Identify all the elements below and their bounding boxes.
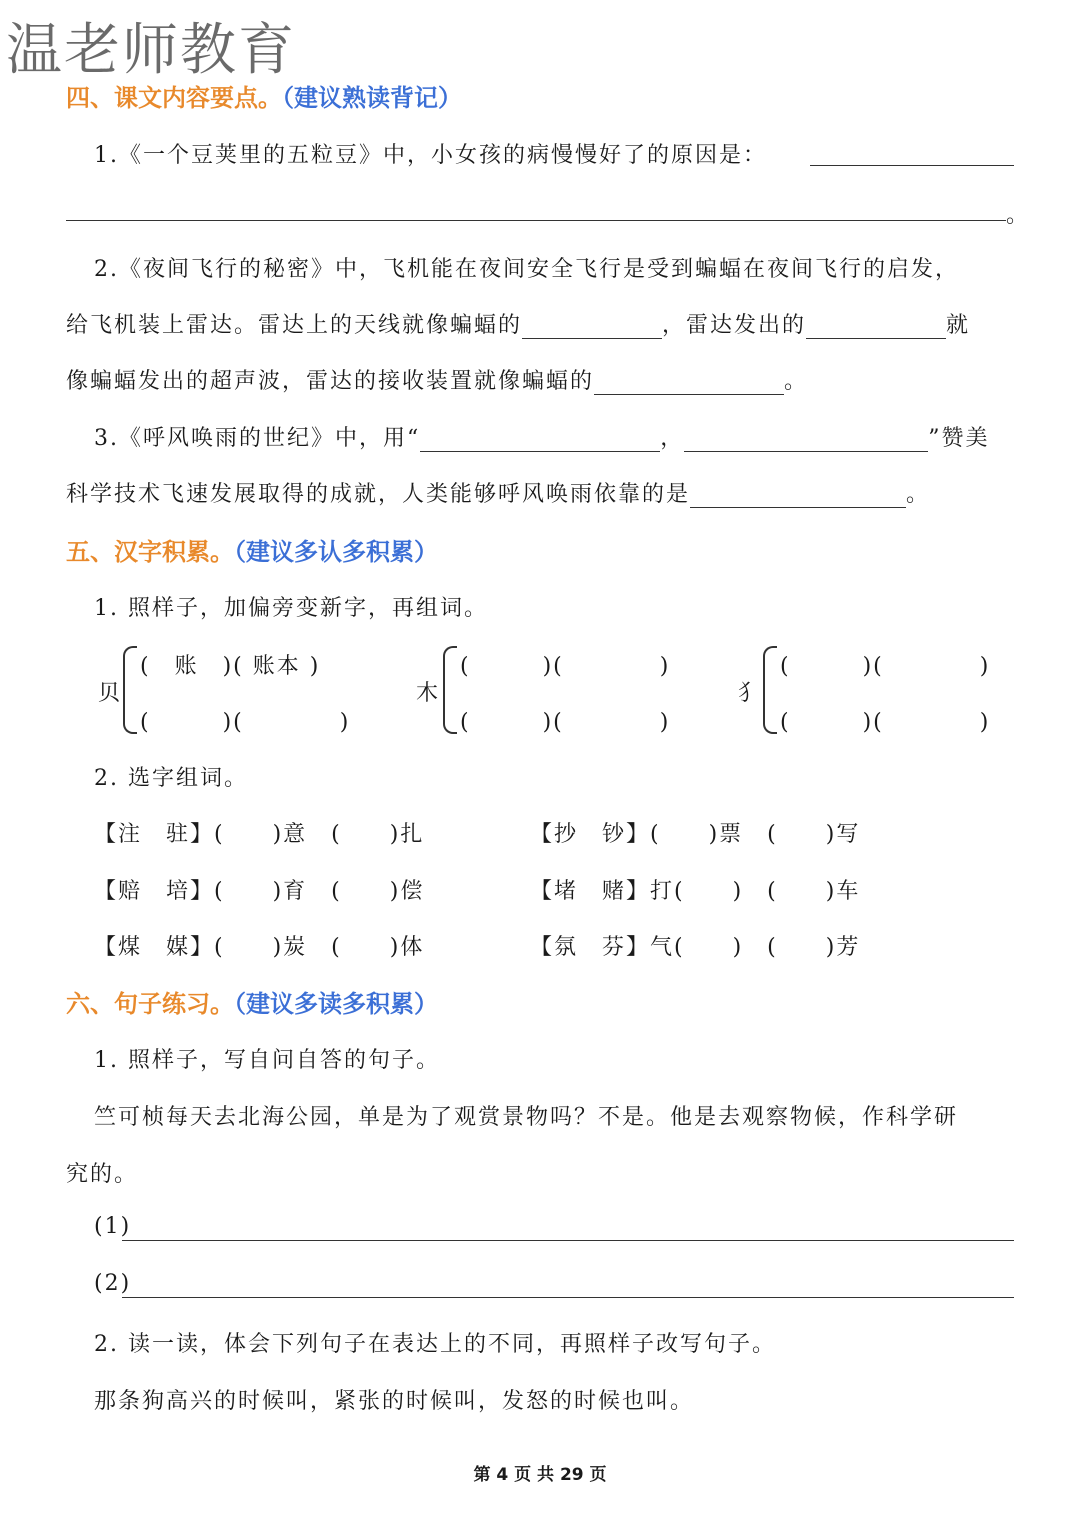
s5-q2: 2. 选字组词。 <box>94 766 248 791</box>
s4-q2-line2c: 就 <box>946 313 971 338</box>
s6-example2: 究的。 <box>66 1162 139 1187</box>
s6-answer2-label: (2) <box>94 1271 132 1296</box>
s4-q3-blank1[interactable] <box>420 427 660 452</box>
s4-q3-line2b: 。 <box>906 482 931 507</box>
group-root-quan: 犭 <box>738 681 763 706</box>
section4-heading <box>66 78 462 113</box>
s4-q3-line1 <box>94 421 990 452</box>
s4-q2-line2a: 给飞机装上雷达。雷达上的天线就像蝙蝠的 <box>66 313 523 338</box>
s4-q2-blank1[interactable] <box>522 314 662 339</box>
choice-row2-right: 【堵 赌】打( ) ( )车 <box>530 879 861 904</box>
section5-heading <box>66 532 438 567</box>
s6-answer1-line[interactable] <box>122 1240 1014 1241</box>
watermark: 温老师教育 <box>6 18 296 83</box>
s4-q2-line3b: 。 <box>784 369 809 394</box>
s4-q3-line2a: 科学技术飞速发展取得的成就，人类能够呼风唤雨依靠的是 <box>66 482 691 507</box>
s4-q2-line1: 2.《夜间飞行的秘密》中，飞机能在夜间安全飞行是受到蝙蝠在夜间飞行的启发， <box>94 257 959 282</box>
brace-icon <box>763 646 777 734</box>
section6-heading <box>66 984 438 1019</box>
choice-row3-left: 【煤 媒】( )炭 ( )体 <box>94 935 425 960</box>
s6-answer1-label: (1) <box>94 1214 132 1239</box>
group-root-mu: 木 <box>416 681 441 706</box>
s4-q3-blank3[interactable] <box>690 483 906 508</box>
section4-note: （建议熟读背记） <box>282 84 462 112</box>
s4-q1-blank-b[interactable] <box>66 220 1006 221</box>
s4-q1-text: 1.《一个豆荚里的五粒豆》中，小女孩的病慢慢好了的原因是： <box>94 143 767 168</box>
choice-row1-left: 【注 驻】( )意 ( )扎 <box>94 822 425 847</box>
s4-q3-line1a: 3.《呼风唤雨的世纪》中，用“ <box>94 426 421 451</box>
s6-answer2-line[interactable] <box>122 1297 1014 1298</box>
s4-q3-blank2[interactable] <box>684 427 928 452</box>
choice-row2-left: 【赔 培】( )育 ( )偿 <box>94 879 425 904</box>
s4-q2-blank2[interactable] <box>806 314 946 339</box>
section5-note: （建议多认多积累） <box>234 538 438 566</box>
group-bei-row2: ( )( ) <box>140 710 351 735</box>
brace-icon <box>443 646 457 734</box>
section6-note: （建议多读多积累） <box>234 990 438 1018</box>
s4-q2-line3a: 像蝙蝠发出的超声波，雷达的接收装置就像蝙蝠的 <box>66 369 595 394</box>
s6-q1: 1. 照样子，写自问自答的句子。 <box>94 1048 440 1073</box>
s4-q1-blank-a[interactable] <box>810 165 1014 166</box>
group-quan-row2: ( )( ) <box>780 710 991 735</box>
s4-q2-line2 <box>66 308 970 339</box>
group-mu-row1: ( )( ) <box>460 654 671 679</box>
s4-q2-line2b: ，雷达发出的 <box>662 313 807 338</box>
page-footer: 第 4 页 共 29 页 <box>473 1465 607 1485</box>
section5-title: 五、汉字积累。 <box>66 538 234 566</box>
s4-q3-line1c: ”赞美 <box>928 426 990 451</box>
section6-title: 六、句子练习。 <box>66 990 234 1018</box>
group-mu-row2: ( )( ) <box>460 710 671 735</box>
section4-title: 四、课文内容要点。 <box>66 84 282 112</box>
group-quan-row1: ( )( ) <box>780 654 991 679</box>
brace-icon <box>123 646 137 734</box>
s6-q2: 2. 读一读，体会下列句子在表达上的不同，再照样子改写句子。 <box>94 1332 776 1357</box>
s5-q1: 1. 照样子，加偏旁变新字，再组词。 <box>94 596 488 621</box>
group-root-bei: 贝 <box>98 681 123 706</box>
s4-q1-end: 。 <box>1006 203 1031 228</box>
s4-q3-line1b: ， <box>660 426 685 451</box>
s4-q2-line3 <box>66 364 808 395</box>
s4-q3-line2 <box>66 477 930 508</box>
s4-q1 <box>94 138 767 169</box>
s4-q2-blank3[interactable] <box>594 370 784 395</box>
s6-example1: 竺可桢每天去北海公园，单是为了观赏景物吗？不是。他是去观察物候，作科学研 <box>94 1105 959 1130</box>
s6-example3: 那条狗高兴的时候叫，紧张的时候叫，发怒的时候也叫。 <box>94 1389 695 1414</box>
choice-row3-right: 【氛 芬】气( ) ( )芳 <box>530 935 861 960</box>
choice-row1-right: 【抄 钞】( )票 ( )写 <box>530 822 861 847</box>
group-bei-row1: ( 账 )( 账本 ) <box>140 654 321 679</box>
